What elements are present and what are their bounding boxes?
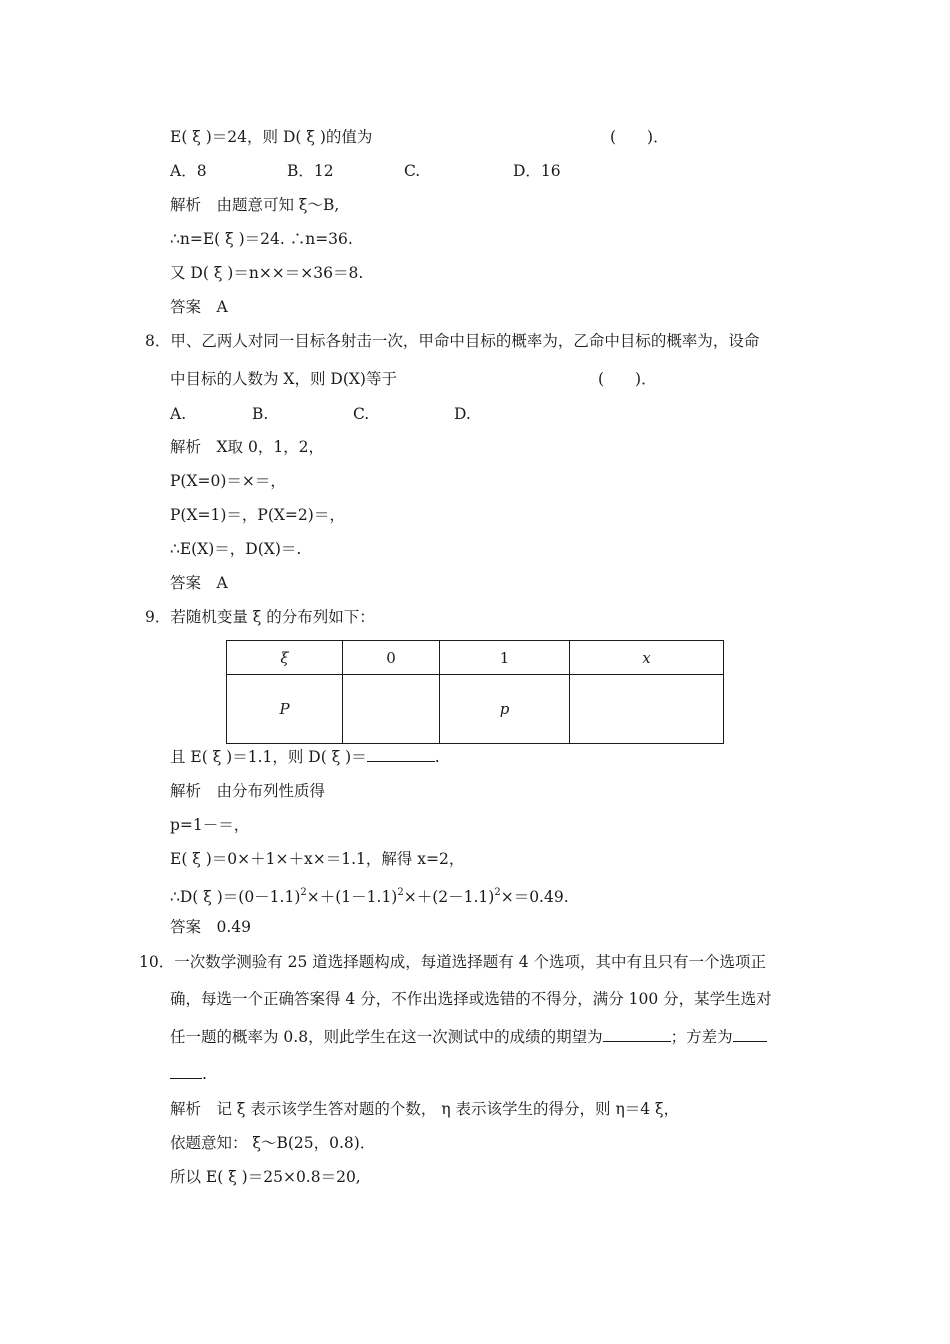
table-cell [343,675,440,744]
q8-answer: 答案 A [170,574,228,592]
q8-solution-line-2: P(X=0)＝×＝， [170,472,286,490]
answer-blank [170,1064,202,1079]
q9-solution-line-4 [170,883,569,907]
q7-option-b: B．12 [287,162,334,180]
q9-solution-line-3: E( ξ )＝0×＋1×＋x×＝1.1，解得 x=2， [170,850,465,868]
q9-condition-end: . [434,748,440,766]
q8-option-a: A. [170,405,187,423]
q9-condition [170,747,440,767]
q7-option-a: A．8 [170,162,207,180]
superscript: 2 [300,887,307,898]
variance-term-3: ×＋(2－1.1) [403,888,495,906]
answer-blank [603,1027,671,1042]
table-cell: ξ [227,641,343,675]
table-cell: 1 [440,641,570,675]
q9-solution-line-1: 解析 由分布列性质得 [170,782,326,800]
q8-solution-line-4: ∴E(X)＝，D(X)＝. [170,540,302,558]
q7-solution-line-3: 又 D( ξ )＝n××＝×36＝8. [170,264,364,282]
q7-answer-paren: ( )． [610,128,669,146]
q10-stem-line-2: 确，每选一个正确答案得 4 分，不作出选择或选错的不得分，满分 100 分，某学生选对 [170,990,772,1008]
q8-solution-line-1: 解析 X取 0，1，2， [170,438,325,456]
q10-stem-text: 任一题的概率为 0.8，则此学生在这一次测试中的成绩的期望为 [170,1028,603,1046]
q10-stem-text-2: ；方差为 [670,1028,733,1046]
q10-solution-line-2: 依题意知： ξ～B(25，0.8)． [170,1134,376,1152]
q8-option-b: B. [252,405,269,423]
q7-answer: 答案 A [170,298,228,316]
q7-option-d: D．16 [513,162,561,180]
q7-solution-line-2: ∴n=E( ξ )＝24. ∴n=36. [170,230,353,248]
q8-answer-paren: ( )． [598,370,657,388]
q10-stem-line-1: 10．一次数学测验有 25 道选择题构成，每道选择题有 4 个选项，其中有且只有一个选项正 [139,953,767,971]
q8-option-d: D. [454,405,471,423]
q7-condition: E( ξ )＝24，则 D( ξ )的值为 [170,128,373,146]
table-cell [570,675,724,744]
superscript: 2 [494,887,501,898]
q9-condition-text: 且 E( ξ )＝1.1，则 D( ξ )＝ [170,748,367,766]
table-cell: p [440,675,570,744]
table-row [227,675,724,744]
q8-option-c: C. [353,405,370,423]
q7-solution-line-1: 解析 由题意可知 ξ～B, [170,196,340,214]
q9-solution-line-2: p=1－＝， [170,816,250,834]
variance-term-1: ∴D( ξ )＝(0－1.1) [170,888,301,906]
distribution-table [226,640,724,744]
answer-blank [367,747,435,762]
q8-stem-line-2: 中目标的人数为 X，则 D(X)等于 [170,370,397,388]
variance-term-2: ×＋(1－1.1) [306,888,398,906]
q10-solution-line-3: 所以 E( ξ )＝25×0.8＝20, [170,1168,361,1186]
q10-stem-line-4 [170,1064,207,1084]
variance-result: ×＝0.49. [500,888,569,906]
table-row [227,641,724,675]
superscript: 2 [397,887,404,898]
q9-stem: 9．若随机变量 ξ 的分布列如下： [145,608,375,626]
q8-solution-line-3: P(X=1)＝，P(X=2)＝， [170,506,345,524]
q10-solution-line-1: 解析 记 ξ 表示该学生答对题的个数， η 表示该学生的得分，则 η＝4 ξ， [170,1100,680,1118]
q7-option-c: C. [404,162,421,180]
table-cell: x [570,641,724,675]
table-cell: P [227,675,343,744]
table-cell: 0 [343,641,440,675]
q10-stem-line-3 [170,1027,767,1047]
q8-stem-line-1: 8．甲、乙两人对同一目标各射击一次，甲命中目标的概率为，乙命中目标的概率为，设命 [145,332,760,350]
q10-stem-end: . [202,1065,207,1083]
q9-answer: 答案 0.49 [170,918,252,936]
answer-blank [733,1027,767,1042]
